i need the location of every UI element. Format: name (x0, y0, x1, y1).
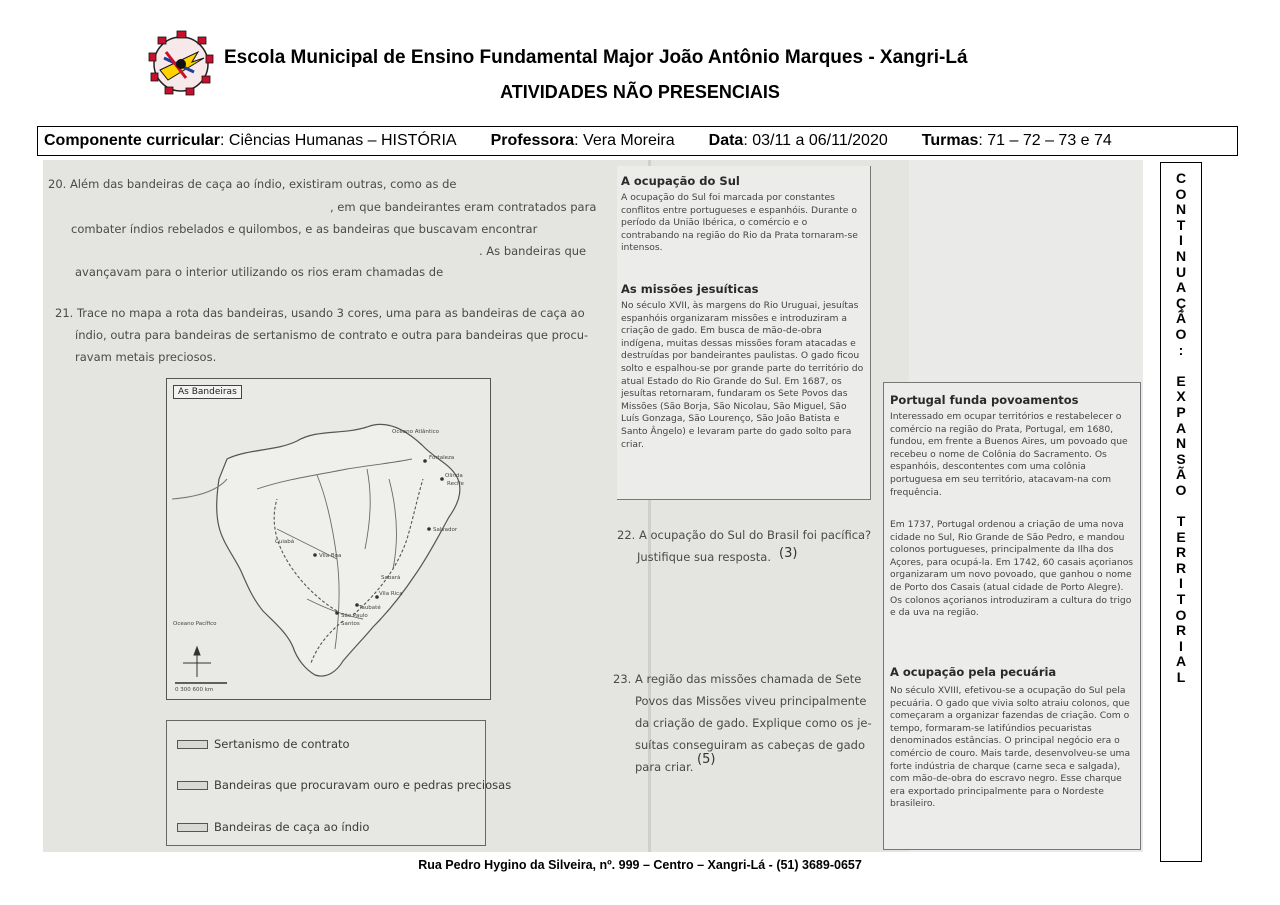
side-label-letter: R (1175, 559, 1187, 576)
side-label-letter: O (1175, 185, 1187, 202)
side-label-letter: O (1175, 481, 1187, 498)
q20-line2: , em que bandeirantes eram contratados para (330, 200, 597, 214)
pecuaria-title: A ocupação pela pecuária (890, 665, 1057, 679)
side-label-letter: X (1176, 388, 1186, 405)
q23-line2: Povos das Missões viveu principalmente (635, 694, 867, 708)
side-label-letter: A (1175, 653, 1187, 670)
pecuaria-body: No século XVIII, efetivou-se a ocupação do Sul pela pecuária. O gado que vivia solto atraiu colonos, que começaram a organizar fazendas de criação. Com o tempo, formaram-se latifúndios pecuaristas denominados estâncias. O principal negócio era o comércio de couro. Mais tarde, desenvolveu-se uma forte indústria de charque (carne seca e salgada), com mão-de-obra do escravo negro. Esse charque era exportado principalmente para o Nordeste brasileiro. (890, 685, 1131, 810)
side-label-letter: E (1176, 372, 1186, 389)
side-label-letter: E (1176, 528, 1186, 545)
q20-line4: . As bandeiras que (479, 244, 587, 258)
q21-line1: 21. Trace no mapa a rota das bandeiras, usando 3 cores, uma para as bandeiras de caça ao (55, 306, 585, 320)
portugal-body2: Em 1737, Portugal ordenou a criação de uma nova cidade no Sul, Rio Grande de São Pedro, e mandou colonos portugueses, principalmente da Ilha dos Açores, para ocupá-la. Em 1742, 60 casais açorianos organizaram um novo povoado, que ganhou o nome de Porto dos Casais (atual cidade de Porto Alegre). Os colonos açorianos introduziram a cultura do trigo e da uva na região. (890, 519, 1134, 619)
map-place-salvador: Salvador (433, 527, 458, 533)
school-address-footer: Rua Pedro Hygino da Silveira, nº. 999 – Centro – Xangri-Lá - (51) 3689-0657 (418, 858, 862, 872)
side-label-letter (1179, 498, 1183, 514)
side-label-letter: A (1175, 279, 1187, 296)
q22-mark: (3) (779, 546, 798, 561)
q21-line2: índio, outra para bandeiras de sertanismo de contrato e outra para bandeiras que procu- (75, 328, 589, 342)
side-label-letter: S (1176, 450, 1186, 467)
legend-swatch-icon (177, 823, 208, 832)
map-place-sabara: Sabará (381, 575, 401, 581)
side-label-letter: R (1175, 622, 1187, 639)
school-name: Escola Municipal de Ensino Fundamental Major João Antônio Marques - Xangri-Lá (224, 47, 968, 68)
sul-body: A ocupação do Sul foi marcada por constantes conflitos entre portugueses e espanhóis. Durante o período da União Ibérica, o comércio e o contrabando na região do Rio da Prata tornaram-se intensos. (621, 192, 858, 254)
side-label-letter: R (1175, 544, 1187, 561)
side-label-letter: L (1176, 669, 1186, 685)
side-label-letter: I (1179, 637, 1183, 654)
side-label-letter: C (1175, 170, 1187, 186)
bandeiras-map (166, 378, 491, 700)
side-label-letter: A (1175, 419, 1187, 436)
map-place-santos: Santos (341, 621, 360, 627)
side-label-letter: Ã (1175, 310, 1187, 327)
map-place-cuiaba: Cuiabá (275, 539, 295, 545)
component-info: Componente curricular: Ciências Humanas – HISTÓRIA (44, 132, 457, 149)
q23-line3: da criação de gado. Explique como os je- (635, 716, 872, 730)
map-ocean-atlantic: Oceano Atlântico (392, 429, 439, 435)
side-label-letter: N (1175, 201, 1187, 218)
compass-rose-icon (183, 647, 211, 677)
map-legend (166, 720, 512, 846)
map-place-vila-boa: Vila Boa (319, 553, 342, 559)
q23-mark: (5) (697, 752, 716, 767)
q23-line1: 23. A região das missões chamada de Sete (613, 672, 862, 686)
legend-item-indigenous: Bandeiras de caça ao índio (177, 820, 369, 834)
q20-line1: 20. Além das bandeiras de caça ao índio, existiram outras, como as de (48, 177, 457, 191)
q21-line3: ravam metais preciosos. (75, 350, 217, 364)
map-drawing (167, 379, 492, 701)
map-title: As Bandeiras (173, 385, 242, 399)
map-place-taubate: Taubaté (359, 605, 381, 611)
portugal-panel (883, 382, 1141, 850)
missoes-title: As missões jesuíticas (621, 282, 759, 296)
document-header (0, 20, 1280, 110)
side-label-letter: N (1175, 435, 1187, 452)
q23-line4: suítas conseguiram as cabeças de gado (635, 738, 865, 752)
map-place-vila-rica: Vila Rica (379, 591, 403, 597)
side-label-letter: I (1179, 575, 1183, 592)
legend-swatch-icon (177, 781, 208, 790)
map-place-recife: Recife (447, 481, 464, 487)
map-place-sao-paulo: São Paulo (341, 613, 368, 619)
side-label-letter: N (1175, 247, 1187, 264)
textbook-photo (43, 160, 1143, 852)
activity-title: ATIVIDADES NÃO PRESENCIAIS (500, 82, 780, 102)
map-place-olinda: Olinda (445, 473, 463, 479)
map-ocean-pacific: Oceano Pacífico (173, 621, 217, 627)
side-label-letter: U (1175, 263, 1187, 280)
side-label-letter: Ã (1175, 466, 1187, 483)
map-scale: 0 300 600 km (175, 687, 214, 693)
continuation-side-label (1160, 162, 1202, 862)
side-label-letter: T (1176, 513, 1186, 530)
side-label-letter: P (1176, 403, 1186, 420)
map-place-fortaleza: Fortaleza (429, 455, 455, 461)
q20-line3: combater índios rebelados e quilombos, e as bandeiras que buscavam encontrar (71, 222, 538, 236)
portugal-title: Portugal funda povoamentos (890, 393, 1079, 407)
side-label-letter: I (1179, 232, 1183, 249)
legend-swatch-icon (177, 740, 208, 749)
side-label-letter: : (1178, 341, 1184, 358)
side-label-letter: O (1175, 606, 1187, 623)
sul-title: A ocupação do Sul (621, 174, 740, 188)
q22-line1: 22. A ocupação do Sul do Brasil foi pacífica? (617, 528, 872, 542)
q22-line2: Justifique sua resposta. (637, 550, 772, 564)
portugal-body1: Interessado em ocupar territórios e restabelecer o comércio na região do Prata, Portugal, em 1680, fundou, em frente a Buenos Aires, um povoado que recebeu o nome de Colônia do Sacramento. Os espanhóis, descontentes com uma colônia portuguesa em seu território, atacavam-na com frequência. (890, 411, 1128, 498)
side-label-letter: Ç (1175, 294, 1187, 311)
classes-info: Turmas: 71 – 72 – 73 e 74 (921, 132, 1112, 149)
sul-panel (617, 166, 871, 500)
legend-item-contract: Sertanismo de contrato (177, 737, 350, 751)
date-info: Data: 03/11 a 06/11/2020 (708, 132, 888, 149)
side-label-letter: O (1175, 325, 1187, 342)
class-info-bar (37, 126, 1238, 156)
legend-item-gold: Bandeiras que procuravam ouro e pedras preciosas (177, 778, 511, 792)
teacher-info: Professora: Vera Moreira (490, 132, 675, 149)
q23-line5: para criar. (635, 760, 694, 774)
side-label-letter: T (1176, 591, 1186, 608)
side-label-letter (1179, 358, 1183, 374)
q20-line5: avançavam para o interior utilizando os rios eram chamadas de (75, 265, 444, 279)
side-label-letter: T (1176, 216, 1186, 233)
missoes-body: No século XVII, às margens do Rio Uruguai, jesuítas espanhóis organizaram missões e introduziram a criação de gado. Em busca de mão-de-obra indígena, muitas dessas missões foram atacadas e destruídas por bandeirantes paulistas. O gado ficou solto e espalhou-se por grande parte do território do atual Estado do Rio Grande do Sul. Em 1687, os jesuítas retornaram, fundaram os Sete Povos das Missões (São Borja, São Nicolau, São Miguel, São Luís Gonzaga, São Lourenço, São João Batista e Santo Ângelo) e levaram parte do gado solto para criar. (621, 300, 864, 450)
